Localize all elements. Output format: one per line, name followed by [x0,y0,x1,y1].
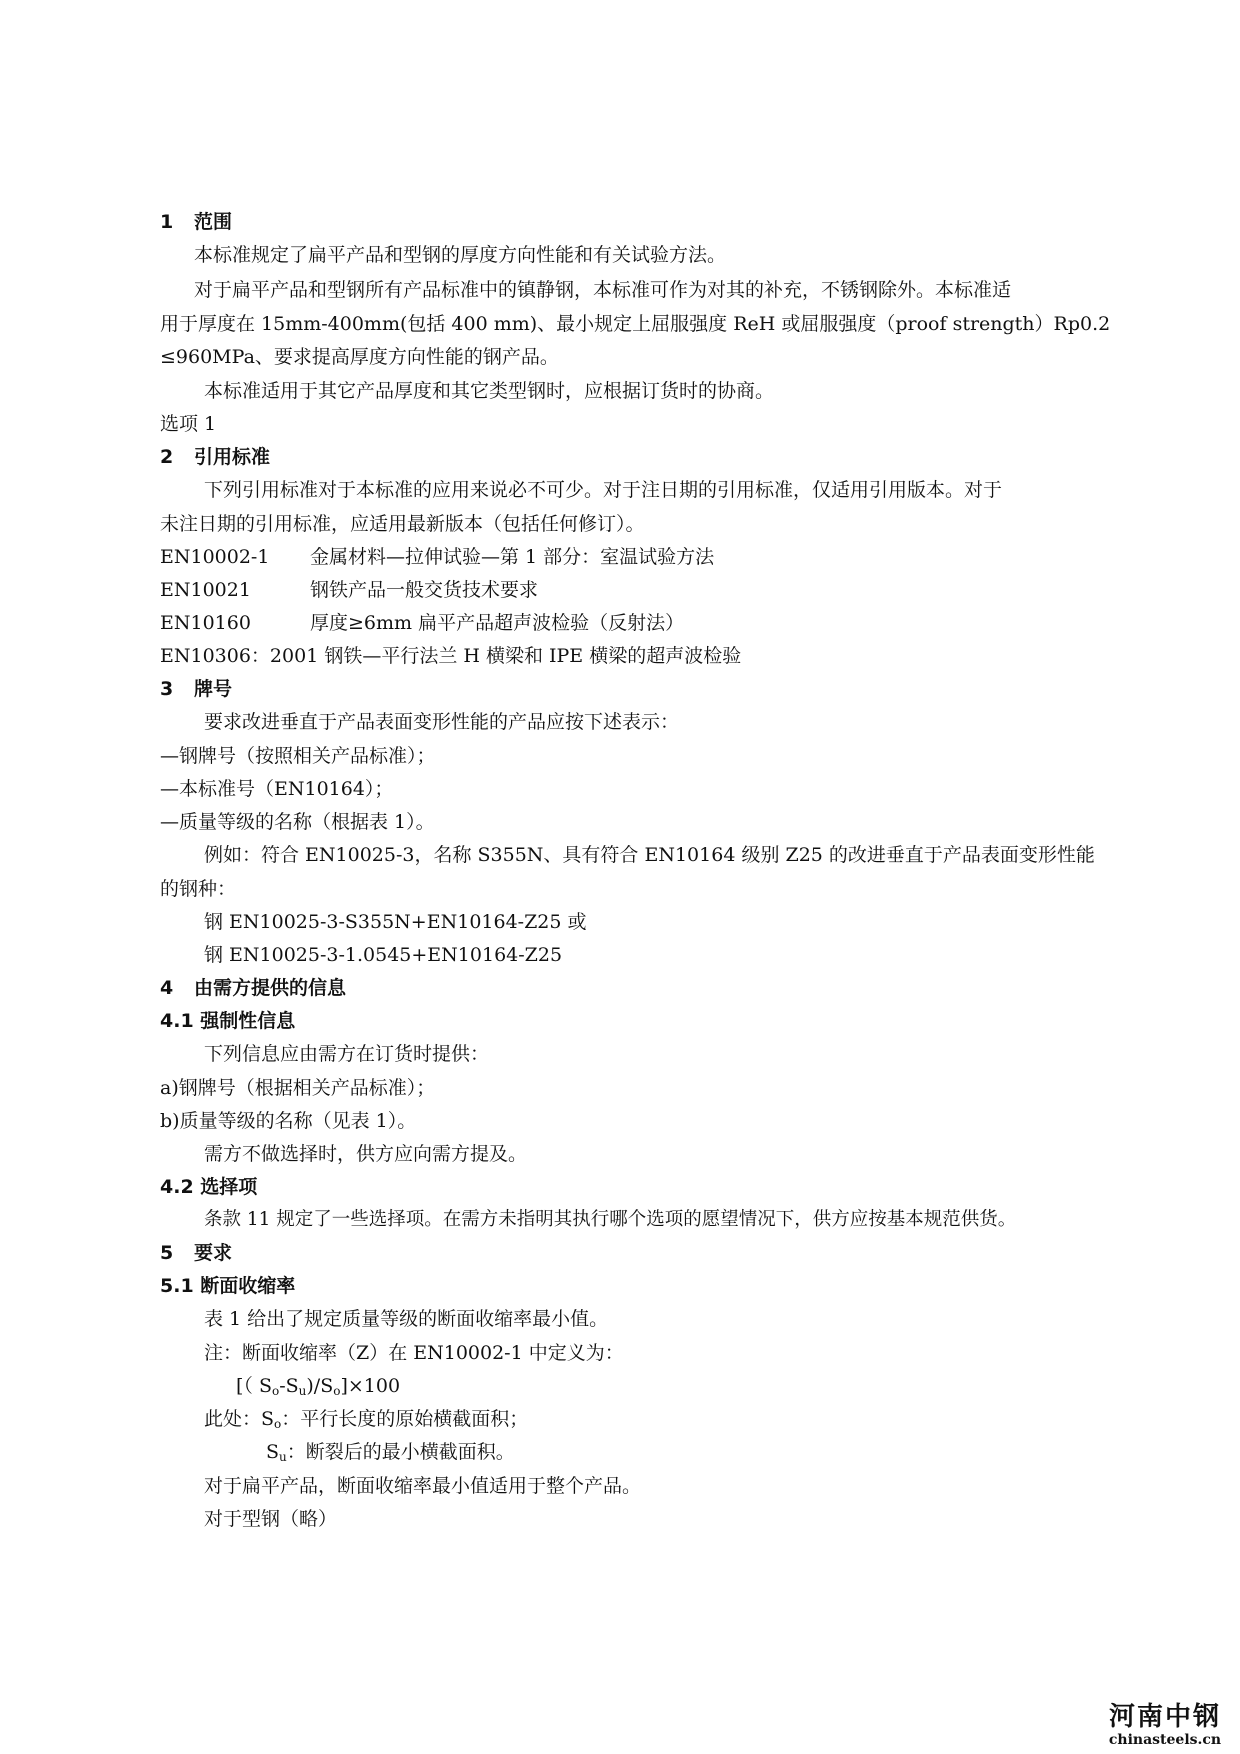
scope-paragraph-2-line-3: ≤960MPa、要求提高厚度方向性能的钢产品。 [160,346,559,368]
grade-example-designation: 钢 EN10025-3-S355N+EN10164-Z25 或 [204,911,587,933]
info-item-b: b)质量等级的名称（见表 1）。 [160,1110,417,1132]
watermark-logo: 河南中钢 [1108,1702,1221,1732]
grade-dash-item: —钢牌号（按照相关产品标准）； [160,745,436,767]
grade-dash-item: —本标准号（EN10164）； [160,778,394,800]
section-heading-4-1: 4.1 强制性信息 [160,1010,296,1032]
section-heading-4: 4 由需方提供的信息 [160,977,347,999]
grade-paragraph: 要求改进垂直于产品表面变形性能的产品应按下述表示： [204,711,680,733]
note-line: 注：断面收缩率（Z）在 EN10002-1 中定义为： [204,1342,624,1364]
definition-so: 此处：$S_o$：平行长度的原始横截面积； [204,1408,529,1431]
info-item-a: a)钢牌号（根据相关产品标准）； [160,1077,436,1099]
watermark-url: chinasteels.cn [1108,1732,1222,1748]
grade-example-designation: 钢 EN10025-3-1.0545+EN10164-Z25 [204,944,563,966]
scope-paragraph-3: 本标准适用于其它产品厚度和其它类型钢时，应根据订货时的协商。 [204,380,775,402]
info-paragraph: 下列信息应由需方在订货时提供： [204,1043,490,1065]
grade-dash-item: —质量等级的名称（根据表 1）。 [160,811,435,833]
ref-item: EN10160 厚度≥6mm 扁平产品超声波检验（反射法） [160,612,685,634]
ref-item: EN10021 钢铁产品一般交货技术要求 [160,579,539,601]
options-paragraph: 条款 11 规定了一些选择项。在需方未指明其执行哪个选项的愿望情况下，供方应按基本规范供货。 [204,1209,1017,1230]
grade-example-line-1: 例如：符合 EN10025-3，名称 S355N、具有符合 EN10164 级别 Z25 的改进垂直于产品表面变形性能 [204,844,1095,866]
info-paragraph-2: 需方不做选择时，供方应向需方提及。 [204,1143,528,1165]
refs-paragraph-line-1: 下列引用标准对于本标准的应用来说必不可少。对于注日期的引用标准，仅适用引用版本。对于 [204,479,1003,501]
section-heading-1: 1 范围 [160,211,233,233]
definition-su: $S_u$：断裂后的最小横截面积。 [266,1441,515,1464]
ref-item: EN10306：2001 钢铁—平行法兰 H 横梁和 IPE 横梁的超声波检验 [160,645,742,667]
requirement-paragraph: 表 1 给出了规定质量等级的断面收缩率最小值。 [204,1308,609,1330]
scope-paragraph-1: 本标准规定了扁平产品和型钢的厚度方向性能和有关试验方法。 [194,244,727,266]
section-heading-3: 3 牌号 [160,678,233,700]
scope-paragraph-2-line-1: 对于扁平产品和型钢所有产品标准中的镇静钢，本标准可作为对其的补充，不锈钢除外。本标准适 [194,279,1012,301]
scope-paragraph-2-line-2: 用于厚度在 15mm-400mm(包括 400 mm)、最小规定上屈服强度 ReH 或屈服强度（proof strength）Rp0.2 [160,313,1111,335]
requirement-paragraph-3: 对于型钢（略） [204,1508,338,1530]
section-heading-5-1: 5.1 断面收缩率 [160,1275,296,1297]
section-heading-4-2: 4.2 选择项 [160,1176,258,1198]
grade-example-line-2: 的钢种： [160,878,237,900]
site-watermark [1095,1702,1235,1748]
requirement-paragraph-2: 对于扁平产品，断面收缩率最小值适用于整个产品。 [204,1475,642,1497]
option-label: 选项 1 [160,413,217,435]
section-heading-2: 2 引用标准 [160,446,271,468]
ref-item: EN10002-1 金属材料—拉伸试验—第 1 部分：室温试验方法 [160,546,715,568]
formula: [（ $S_o-S_u)/S_o]\times 100$ [236,1375,401,1398]
refs-paragraph-line-2: 未注日期的引用标准，应适用最新版本（包括任何修订）。 [160,513,645,535]
section-heading-5: 5 要求 [160,1242,233,1264]
